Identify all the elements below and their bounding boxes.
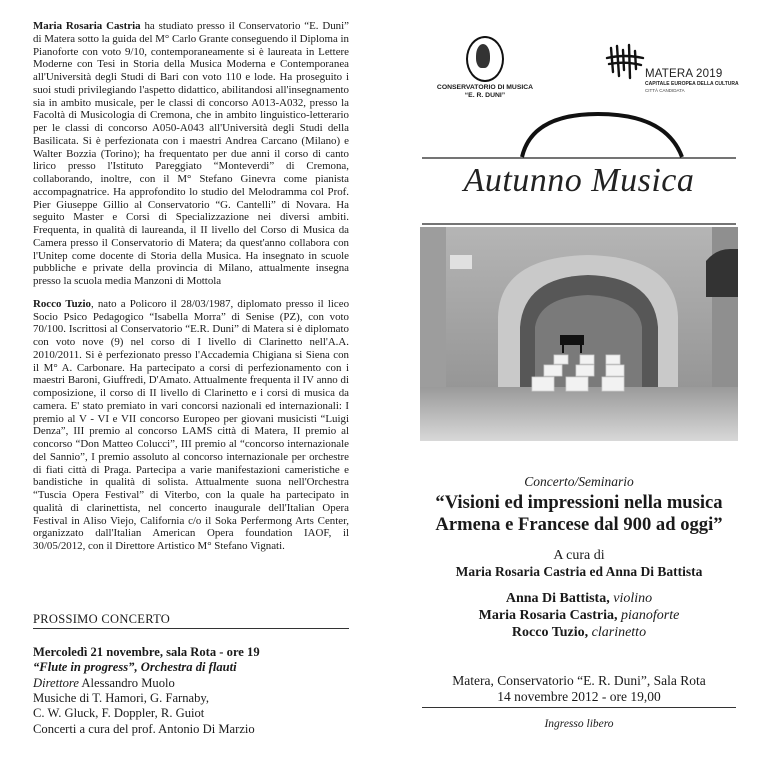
next-music-2: C. W. Gluck, F. Doppler, R. Guiot — [33, 706, 205, 721]
performer-role: violino — [613, 591, 653, 606]
performer-role: pianoforte — [620, 608, 680, 624]
left-panel — [33, 20, 349, 563]
right-panel — [420, 0, 738, 768]
bio-text: ha studiato presso il Conservatorio “E. Duni” di Matera sotto la guida del M° Carlo Grante conseguendo il Diploma in Pianoforte con voto 9/10, contemporaneamente si è laureata in Lettere Moderne con Tesi in Storia della Musica Moderna e Contemporanea all'Università degli Studi di Bari con voto 110 e lode. Ha proseguito i suoi studi privilegiando l'aspetto didattico, abilitandosi all'insegnamento sia in ambito musicale, per le classi di concorso A013-A032, presso la Facoltà di Musicologia di Cremona, che in ambito linguistico-letterario per le classi di concorso A050-A043 all'Università degli Studi della Basilicata. Si è perfezionata con i maestri Andrea Carcano (Milano) e Walter Bozzia (Torino); ha frequentato per due anni il corso di canto lirico presso l'Istituto Pareggiato “Monteverdi” di Cremona, collaborando, inoltre, con il M° Stefano Ginevra come pianista accompagnatrice. Ha approfondito lo studio del Melodramma col Prof. Pier Giuseppe Gillio al Conservatorio “G. Cantelli” di Novara. Ha seguito Master e Corsi di Specializzazione nei diversi ambiti. Frequenta, in qualità di laureanda, il II livello del Corso di Musica da Camera presso il Conservatorio di Matera; da quest'anno collabora con l'Unitep come docente di Storia della Musica. Ha insegnato in scuole pubbliche e private della provincia di Milano, attualmente insegna presso la scuola media Manzoni di Mottola — [33, 20, 349, 287]
event-datetime: 14 novembre 2012 - ore 19,00 — [497, 688, 661, 704]
event-title-line-1: “Visioni ed impressioni nella musica — [435, 492, 723, 513]
curated-by-label: A cura di — [553, 548, 605, 563]
admission: Ingresso libero — [544, 718, 614, 730]
next-director-line — [33, 676, 349, 691]
matera-glyph-icon — [605, 42, 645, 82]
matera-subtitle-2: CITTÀ CANDIDATA — [645, 88, 685, 93]
next-music-1: Musiche di T. Hamori, G. Farnaby, — [33, 691, 210, 706]
conservatorio-name-1: CONSERVATORIO DI MUSICA — [436, 84, 534, 91]
performer-name: Rocco Tuzio, — [511, 625, 589, 641]
curators: Maria Rosaria Castria ed Anna Di Battista — [455, 564, 703, 579]
event-title-line-2: Armena e Francese dal 900 ad oggi” — [435, 513, 723, 535]
next-director: Alessandro Muolo — [78, 675, 175, 690]
event-title — [420, 492, 738, 536]
bio-name: Rocco Tuzio — [33, 297, 91, 310]
bio-tuzio — [33, 298, 349, 553]
venue-info — [420, 673, 738, 704]
divider — [33, 628, 349, 629]
performer — [420, 624, 738, 641]
next-role: Direttore — [33, 675, 79, 690]
bio-name: Maria Rosaria Castria — [33, 20, 141, 32]
bio-castria — [33, 20, 349, 288]
conservatorio-logo — [420, 36, 550, 100]
bio-text: , nato a Policoro il 28/03/1987, diplomato presso il liceo Socio Psico Pedagogico “Isabella Morra” di Senise (PZ), con voto 70/100. Iscrittosi al Conservatorio “E.R. Duni” di Matera si è diplomato con voto nove (9) nel corso di I livello di Clarinetto nell'A.A. 2010/2011. Si è perfezionato presso l'Accademia Chigiana si Siena con il M° A. Carbonare. Ha partecipato a corsi di perfezionamento con i maestri Baroni, Giuffredi, D'Amato. Attualmente frequenta il IV anno di composizione, il corso di II livello di Clarinetto e i corsi di musica da camera. E' stato premiato in vari concorsi nazionali ed internazionali: I premio al V - VI e VII concorso Europeo per giovani musicisti “Luigi Denza”, III premio al concorso LAMS città di Matera, II premio al concorso “Don Matteo Colucci”, III premio al “concorso internazionale del Sannio”, I premio assoluto al concorso internazionale per orchestre di fiati città di Praga. Partecipa a varie manifestazioni cameristiche e bandistiche in qualità di solista. Attualmente suona nell'Orchestra “Tuscia Opera Festival” di Viterbo, con la quale ha partecipato in qualità di clarinettista, nel concerto inaugurale dell'Italian Opera Festival in Aliso Viejo, California c/o il Soka Perfermong Arts Center, organizzato dall'Italian American Opera foundation IAOF, il 30/05/2012, con il Direttore Artistico M° Stefano Vignati. — [33, 297, 350, 552]
performer — [420, 607, 738, 624]
next-piece: “Flute in progress”, Orchestra di flauti — [33, 660, 237, 675]
bust-icon — [466, 36, 504, 82]
next-concert-heading: PROSSIMO CONCERTO — [33, 612, 171, 626]
performer-name: Maria Rosaria Castria, — [478, 608, 618, 624]
divider — [422, 707, 736, 708]
conservatorio-name-2: “E. R. DUNI” — [464, 91, 506, 99]
performers — [420, 590, 738, 641]
event-kind: Concerto/Seminario — [524, 474, 634, 489]
matera-title: MATERA 2019 — [645, 68, 723, 80]
next-concert — [33, 645, 349, 737]
next-when: Mercoledì 21 novembre, sala Rota - ore 19 — [33, 645, 260, 659]
next-curator: Concerti a cura del prof. Antonio Di Marzio — [33, 721, 255, 736]
performer — [420, 590, 738, 607]
series-title: Autunno Musica — [463, 162, 695, 199]
performer-name: Anna Di Battista, — [505, 591, 610, 606]
hall-photo — [420, 227, 738, 441]
venue: Matera, Conservatorio “E. R. Duni”, Sala Rota — [452, 673, 706, 688]
matera-subtitle: CAPITALE EUROPEA DELLA CULTURA — [645, 81, 739, 87]
performer-role: clarinetto — [591, 625, 647, 641]
